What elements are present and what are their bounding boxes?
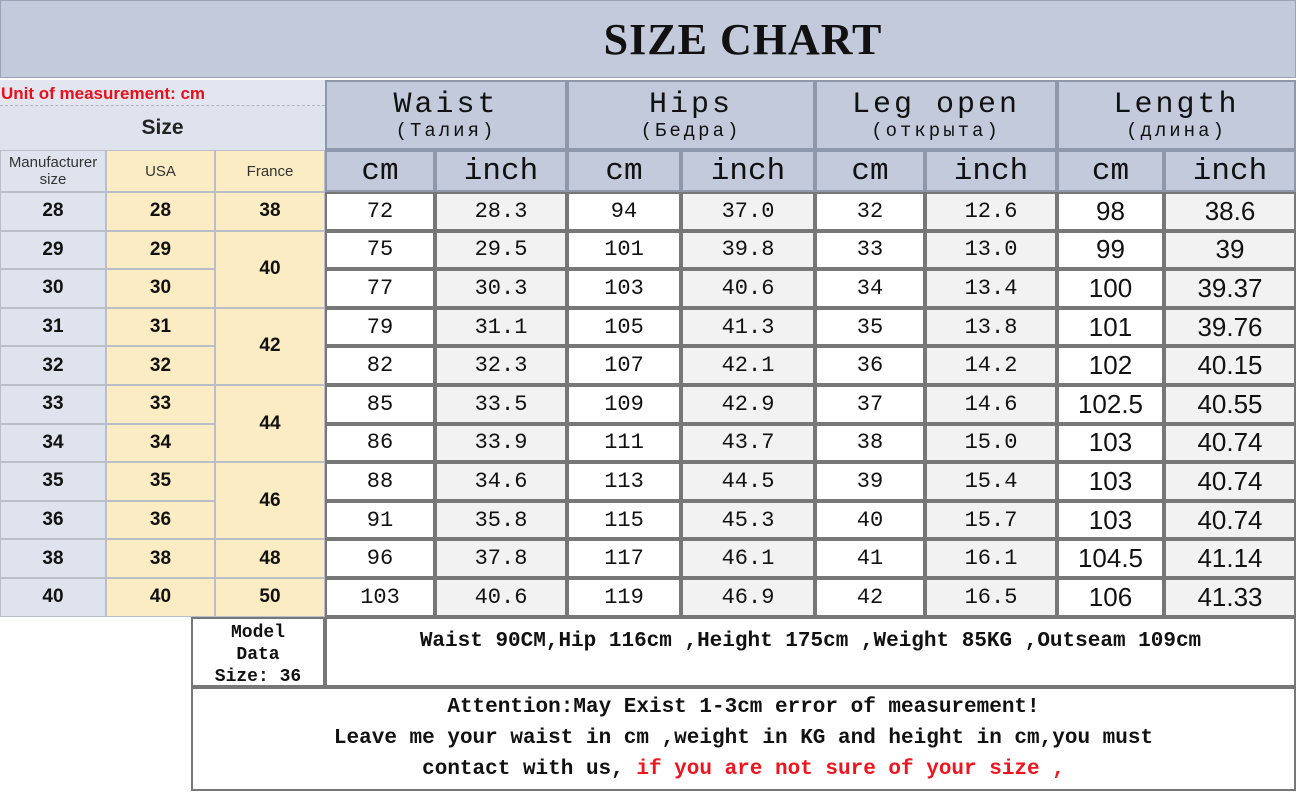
measurement-cell: 16.1 [925,539,1057,578]
measurement-cell: 32.3 [435,346,567,385]
unit-header: cm [325,150,435,192]
measurement-cell: 15.7 [925,501,1057,540]
manufacturer-size-cell: 33 [0,385,106,424]
measurement-cell: 115 [567,501,681,540]
usa-size-cell: 28 [106,192,215,231]
measurement-cell: 101 [567,231,681,270]
measurement-cell: 40.6 [435,578,567,617]
usa-size-cell: 33 [106,385,215,424]
manufacturer-size-cell: 34 [0,424,106,463]
measurement-cell: 34 [815,269,925,308]
group-header-2 [815,80,1057,150]
model-data-text: Waist 90CM,Hip 116cm ,Height 175cm ,Weight 85KG ,Outseam 109cm [325,617,1296,687]
measurement-cell: 14.6 [925,385,1057,424]
measurement-cell: 103 [1057,424,1164,463]
measurement-cell: 37 [815,385,925,424]
measurement-cell: 102.5 [1057,385,1164,424]
measurement-cell: 33 [815,231,925,270]
measurement-cell: 42.9 [681,385,815,424]
measurement-cell: 105 [567,308,681,347]
attention-line3 [193,754,1294,785]
measurement-cell: 43.7 [681,424,815,463]
measurement-cell: 40.15 [1164,346,1296,385]
measurement-cell: 103 [1057,501,1164,540]
attention-warning-text: if you are not sure of your size , [636,758,1065,781]
group-subtitle: (открыта) [871,120,1001,142]
model-data-label [191,617,325,687]
france-size-cell: 50 [215,578,325,617]
measurement-cell: 96 [325,539,435,578]
unit-header: cm [567,150,681,192]
measurement-cell: 77 [325,269,435,308]
measurement-cell: 102 [1057,346,1164,385]
measurement-cell: 106 [1057,578,1164,617]
measurement-cell: 45.3 [681,501,815,540]
measurement-cell: 44.5 [681,462,815,501]
unit-header: cm [815,150,925,192]
measurement-cell: 107 [567,346,681,385]
usa-size-cell: 31 [106,308,215,347]
measurement-cell: 12.6 [925,192,1057,231]
measurement-cell: 42 [815,578,925,617]
measurement-cell: 31.1 [435,308,567,347]
measurement-cell: 103 [567,269,681,308]
manufacturer-size-cell: 32 [0,346,106,385]
measurement-cell: 40.6 [681,269,815,308]
model-label-line3: Size: 36 [214,667,302,687]
measurement-cell: 35 [815,308,925,347]
attention-line3-text: contact with us, [422,758,637,781]
manufacturer-size-header: Manufacturer size [0,150,106,192]
france-size-cell: 48 [215,539,325,578]
group-name: Hips [648,88,733,122]
measurement-cell: 33.5 [435,385,567,424]
measurement-cell: 41 [815,539,925,578]
measurement-cell: 40.74 [1164,462,1296,501]
page-title: SIZE CHART [603,14,883,64]
usa-size-cell: 34 [106,424,215,463]
france-size-cell: 46 [215,462,325,539]
size-label: Size [0,106,325,150]
measurement-cell: 82 [325,346,435,385]
manufacturer-size-cell: 35 [0,462,106,501]
measurement-cell: 72 [325,192,435,231]
usa-size-cell: 36 [106,501,215,540]
group-subtitle: (Талия) [395,120,497,142]
group-name: Length [1113,88,1240,122]
measurement-cell: 29.5 [435,231,567,270]
measurement-cell: 88 [325,462,435,501]
france-size-cell: 40 [215,231,325,308]
measurement-cell: 13.8 [925,308,1057,347]
unit-header: inch [1164,150,1296,192]
unit-header: inch [681,150,815,192]
measurement-cell: 36 [815,346,925,385]
unit-note: Unit of measurement: cm [0,80,325,106]
measurement-cell: 75 [325,231,435,270]
measurement-cell: 99 [1057,231,1164,270]
measurement-cell: 111 [567,424,681,463]
usa-size-cell: 40 [106,578,215,617]
measurement-cell: 15.0 [925,424,1057,463]
measurement-cell: 101 [1057,308,1164,347]
attention-line2: Leave me your waist in cm ,weight in KG and height in cm,you must [333,727,1154,750]
measurement-cell: 13.0 [925,231,1057,270]
group-name: Leg open [851,88,1021,122]
group-header-3 [1057,80,1296,150]
measurement-cell: 103 [325,578,435,617]
manufacturer-size-cell: 31 [0,308,106,347]
manufacturer-size-cell: 28 [0,192,106,231]
measurement-cell: 103 [1057,462,1164,501]
measurement-cell: 41.14 [1164,539,1296,578]
attention-line1: Attention:May Exist 1-3cm error of measurement! [447,696,1040,719]
measurement-cell: 42.1 [681,346,815,385]
manufacturer-size-cell: 38 [0,539,106,578]
group-header-1 [567,80,815,150]
group-subtitle: (длина) [1126,120,1227,142]
manufacturer-size-cell: 40 [0,578,106,617]
unit-header: inch [925,150,1057,192]
measurement-cell: 32 [815,192,925,231]
measurement-cell: 15.4 [925,462,1057,501]
measurement-cell: 30.3 [435,269,567,308]
measurement-cell: 100 [1057,269,1164,308]
measurement-cell: 98 [1057,192,1164,231]
title-bar [0,0,1296,78]
france-size-header: France [215,150,325,192]
group-name: Waist [393,88,499,122]
measurement-cell: 13.4 [925,269,1057,308]
unit-header: inch [435,150,567,192]
measurement-cell: 113 [567,462,681,501]
usa-size-cell: 38 [106,539,215,578]
france-size-cell: 38 [215,192,325,231]
measurement-cell: 38 [815,424,925,463]
measurement-cell: 39 [1164,231,1296,270]
measurement-cell: 40.74 [1164,501,1296,540]
measurement-cell: 119 [567,578,681,617]
measurement-cell: 117 [567,539,681,578]
measurement-cell: 28.3 [435,192,567,231]
measurement-cell: 104.5 [1057,539,1164,578]
manufacturer-size-cell: 29 [0,231,106,270]
usa-size-cell: 35 [106,462,215,501]
measurement-cell: 86 [325,424,435,463]
attention-note [191,687,1296,791]
measurement-cell: 46.1 [681,539,815,578]
measurement-cell: 85 [325,385,435,424]
model-label-line2: Data [236,645,280,665]
measurement-cell: 34.6 [435,462,567,501]
measurement-cell: 16.5 [925,578,1057,617]
measurement-cell: 40.55 [1164,385,1296,424]
france-size-cell: 42 [215,308,325,385]
manufacturer-size-cell: 36 [0,501,106,540]
usa-size-cell: 32 [106,346,215,385]
unit-header: cm [1057,150,1164,192]
measurement-cell: 79 [325,308,435,347]
measurement-cell: 40.74 [1164,424,1296,463]
measurement-cell: 35.8 [435,501,567,540]
france-size-cell: 44 [215,385,325,462]
usa-size-cell: 30 [106,269,215,308]
measurement-cell: 41.33 [1164,578,1296,617]
measurement-cell: 94 [567,192,681,231]
measurement-cell: 46.9 [681,578,815,617]
measurement-cell: 39.76 [1164,308,1296,347]
group-subtitle: (Бедра) [640,120,742,142]
measurement-cell: 41.3 [681,308,815,347]
group-header-0 [325,80,567,150]
usa-size-header: USA [106,150,215,192]
measurement-cell: 109 [567,385,681,424]
measurement-cell: 40 [815,501,925,540]
measurement-cell: 33.9 [435,424,567,463]
manufacturer-size-cell: 30 [0,269,106,308]
measurement-cell: 39 [815,462,925,501]
measurement-cell: 14.2 [925,346,1057,385]
usa-size-cell: 29 [106,231,215,270]
measurement-cell: 37.0 [681,192,815,231]
measurement-cell: 39.37 [1164,269,1296,308]
measurement-cell: 91 [325,501,435,540]
measurement-cell: 37.8 [435,539,567,578]
measurement-cell: 39.8 [681,231,815,270]
model-label-line1: Model [230,623,285,643]
measurement-cell: 38.6 [1164,192,1296,231]
